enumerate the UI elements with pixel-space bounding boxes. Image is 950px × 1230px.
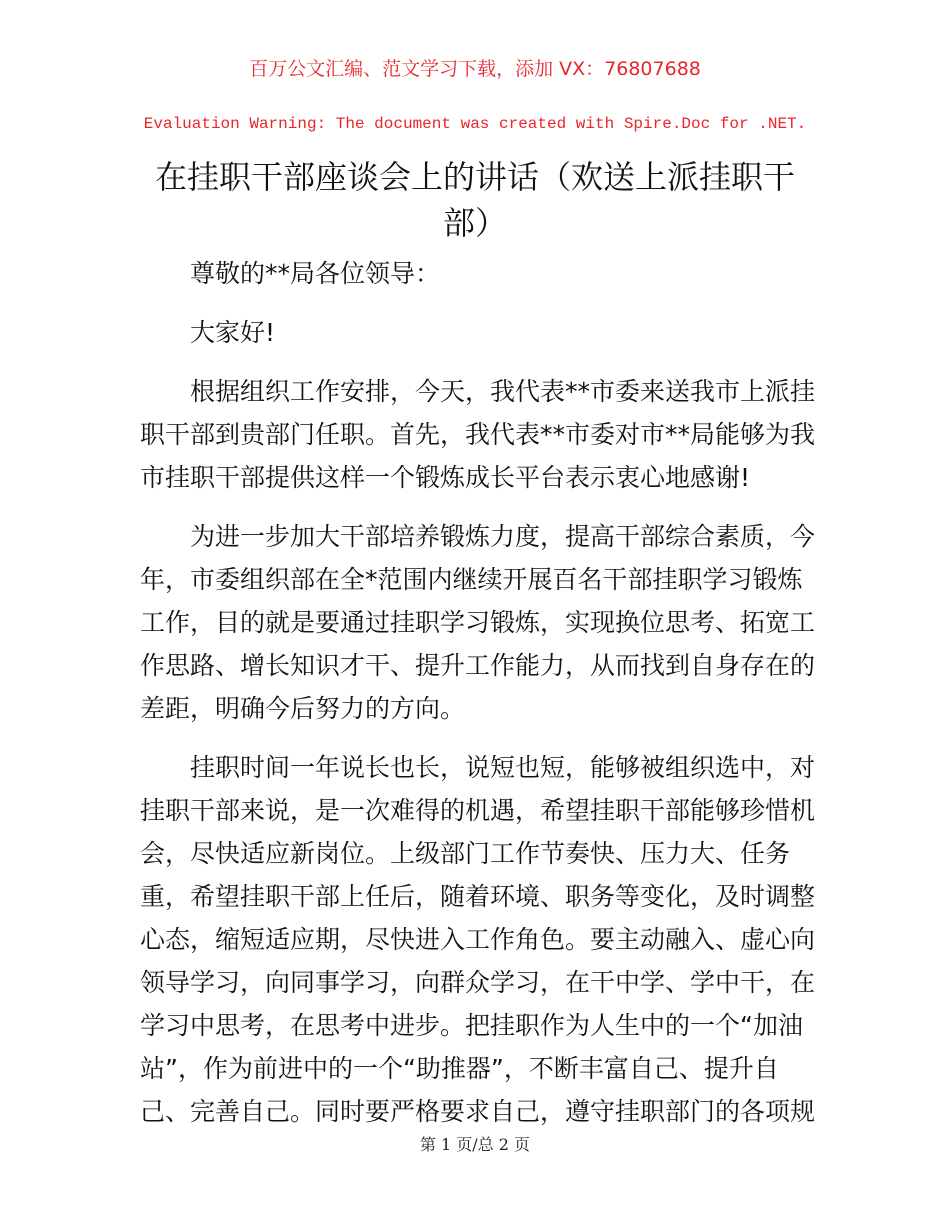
paragraph-line: 为进一步加大干部培养锻炼力度，提高干部综合素质，今 <box>190 522 816 551</box>
paragraph <box>140 515 820 730</box>
paragraph-line: 大家好! <box>190 318 276 347</box>
paragraph-line: 己、完善自己。同时要严格要求自己，遵守挂职部门的各项规 <box>140 1097 816 1126</box>
greeting-paragraph <box>140 311 820 354</box>
paragraph-line: 心态，缩短适应期，尽快进入工作角色。要主动融入、虚心向 <box>140 925 816 954</box>
page-indicator: 第 1 页/总 2 页 <box>419 1135 531 1154</box>
paragraph-line: 市挂职干部提供这样一个锻炼成长平台表示衷心地感谢! <box>140 463 751 492</box>
ad-header-text: 百万公文汇编、范文学习下载，添加 VX：76807688 <box>249 58 701 80</box>
document-title <box>140 154 810 246</box>
title-line: 在挂职干部座谈会上的讲话（欢送上派挂职干 <box>154 158 795 196</box>
paragraph-line: 站”，作为前进中的一个“助推器”，不断丰富自己、提升自 <box>140 1054 779 1083</box>
paragraph-line: 重，希望挂职干部上任后，随着环境、职务等变化，及时调整 <box>140 882 816 911</box>
paragraph-line: 学习中思考，在思考中进步。把挂职作为人生中的一个“加油 <box>140 1011 803 1040</box>
paragraph-line: 会，尽快适应新岗位。上级部门工作节奏快、压力大、任务 <box>140 839 791 868</box>
paragraph <box>140 370 820 499</box>
paragraph-line: 根据组织工作安排，今天，我代表**市委来送我市上派挂 <box>190 377 816 406</box>
paragraph-line: 挂职干部来说，是一次难得的机遇，希望挂职干部能够珍惜机 <box>140 796 816 825</box>
paragraph-line: 领导学习，向同事学习，向群众学习，在干中学、学中干，在 <box>140 968 816 997</box>
document-body <box>140 252 820 1133</box>
title-line: 部） <box>442 204 507 242</box>
paragraph-line: 尊敬的**局各位领导： <box>190 259 441 288</box>
paragraph <box>140 746 820 1133</box>
paragraph-line: 作思路、增长知识才干、提升工作能力，从而找到自身存在的 <box>140 651 816 680</box>
paragraph-line: 挂职时间一年说长也长，说短也短，能够被组织选中，对 <box>190 753 816 782</box>
paragraph-line: 职干部到贵部门任职。首先，我代表**市委对市**局能够为我 <box>140 420 816 449</box>
salutation-paragraph <box>140 252 820 295</box>
evaluation-warning: Evaluation Warning: The document was created with Spire.Doc for .NET. <box>143 115 807 133</box>
paragraph-line: 年，市委组织部在全*范围内继续开展百名干部挂职学习锻炼 <box>140 565 803 594</box>
paragraph-line: 差距，明确今后努力的方向。 <box>140 694 466 723</box>
paragraph-line: 工作，目的就是要通过挂职学习锻炼，实现换位思考、拓宽工 <box>140 608 816 637</box>
